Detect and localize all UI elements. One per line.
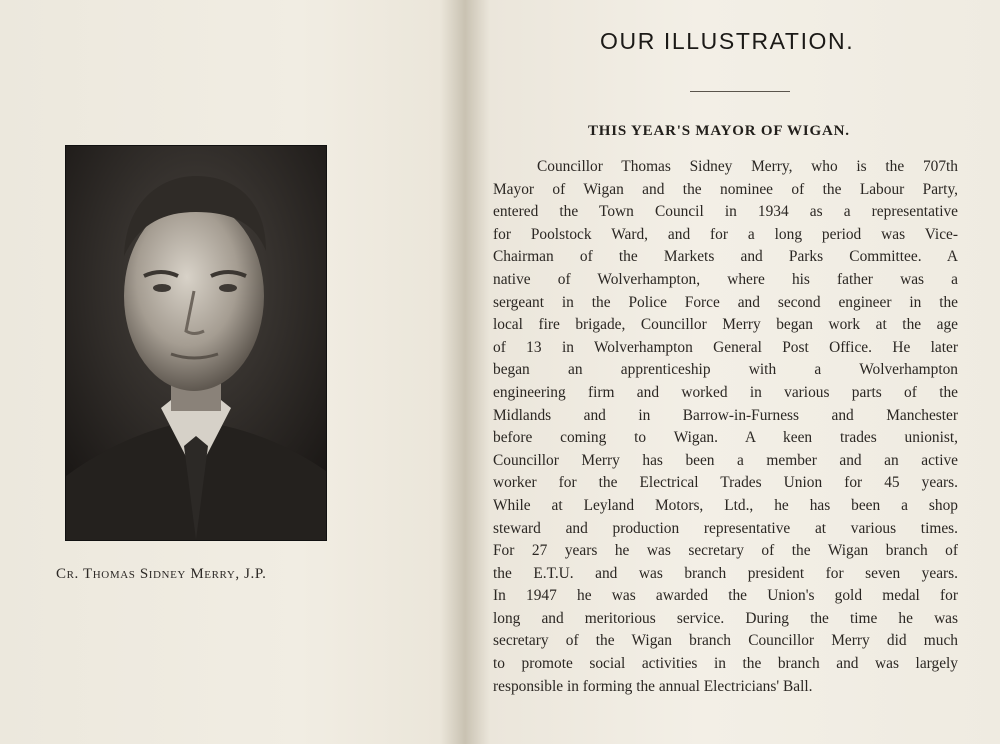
body-line: long and meritorious service. During the time he was: [493, 609, 958, 627]
body-line: secretary of the Wigan branch Councillor Merry did much: [493, 632, 958, 650]
body-line: began an apprenticeship with a Wolverhampton: [493, 361, 958, 379]
body-line: for Poolstock Ward, and for a long period was Vice-: [493, 225, 958, 243]
portrait-photo: [66, 146, 326, 540]
body-line: before coming to Wigan. A keen trades unionist,: [493, 429, 958, 447]
body-line: engineering firm and worked in various parts of the: [493, 383, 958, 401]
body-line: While at Leyland Motors, Ltd., he has been a shop: [493, 496, 958, 514]
body-line: local fire brigade, Councillor Merry began work at the age: [493, 316, 958, 334]
article-subtitle: THIS YEAR'S MAYOR OF WIGAN.: [588, 123, 850, 139]
left-page: [0, 0, 455, 744]
right-page: [465, 0, 1000, 744]
body-line: Chairman of the Markets and Parks Committee. A: [493, 248, 958, 266]
portrait-image: [66, 146, 326, 540]
body-line: responsible in forming the annual Electricians' Ball.: [493, 677, 813, 695]
article-body: [493, 156, 958, 698]
body-line: native of Wolverhampton, where his father was a: [493, 270, 958, 288]
body-line: Midlands and in Barrow-in-Furness and Manchester: [493, 406, 958, 424]
body-line: Mayor of Wigan and the nominee of the Labour Party,: [493, 180, 958, 198]
page-title: OUR ILLUSTRATION.: [600, 28, 855, 54]
body-line: sergeant in the Police Force and second engineer in the: [493, 293, 958, 311]
body-line: Councillor Merry has been a member and an active: [493, 451, 958, 469]
body-line: steward and production representative at various times.: [493, 519, 958, 537]
body-line: In 1947 he was awarded the Union's gold medal for: [493, 587, 958, 605]
body-line: For 27 years he was secretary of the Wigan branch of: [493, 542, 958, 560]
body-line: worker for the Electrical Trades Union for 45 years.: [493, 474, 958, 492]
body-line: the E.T.U. and was branch president for seven years.: [493, 564, 958, 582]
body-line: to promote social activities in the branch and was largely: [493, 655, 958, 673]
portrait-caption: Cr. Thomas Sidney Merry, J.P.: [56, 566, 267, 582]
body-line: of 13 in Wolverhampton General Post Office. He later: [493, 338, 958, 356]
body-line: Councillor Thomas Sidney Merry, who is the 707th: [537, 158, 958, 175]
title-divider: [690, 91, 790, 92]
body-line: entered the Town Council in 1934 as a representative: [493, 203, 958, 221]
